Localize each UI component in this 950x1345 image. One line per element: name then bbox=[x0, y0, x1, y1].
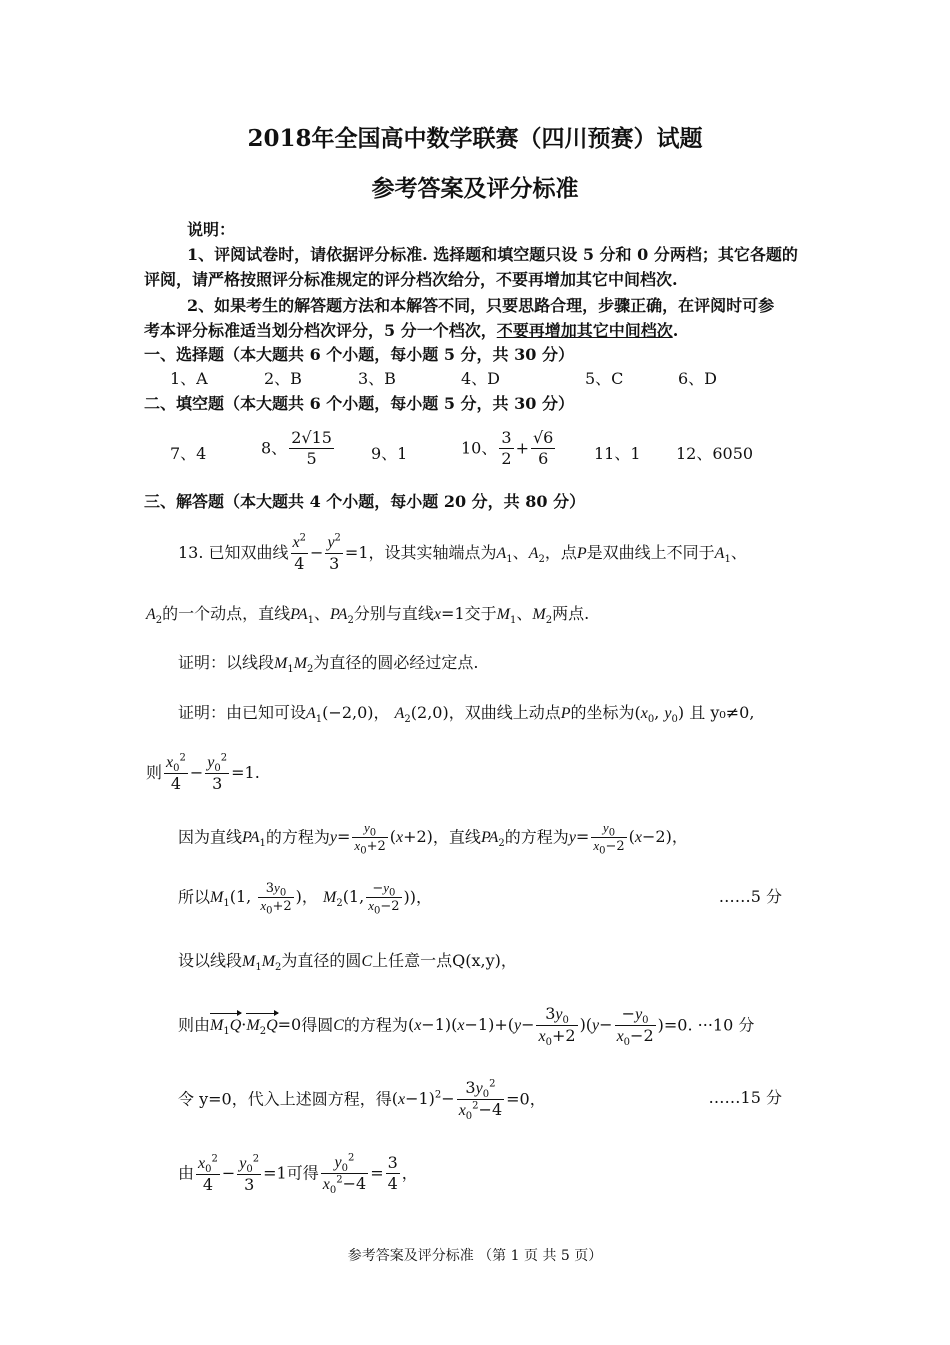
problem-13-line-1: 13. 已知双曲线 $\frac{x^2}{4}$ − $\frac{y^2}{3}$ =1，设其实轴端点为$A_1$、$A_2$，点P是双曲线上不同于$A_1$、 bbox=[178, 532, 747, 573]
page-title: 2018年全国高中数学联赛（四川预赛）试题 bbox=[247, 125, 703, 152]
note-1-line-1: 1、评阅试卷时，请依据评分标准. 选择题和填空题只设 5 分和 0 分两档；其它各题的 bbox=[187, 245, 798, 264]
answer-10: 10、 $\frac{3}{2}$ + $\frac{√6}{6}$ bbox=[461, 428, 554, 468]
proof-line-8: 由 $\frac{x_0^2}{4}$ − $\frac{y_0^2}{3}$ =1可得 $\frac{y_0^2}{x_0^2-4}$ = $\frac{3}{4}$ ， bbox=[178, 1152, 418, 1197]
page-footer: 参考答案及评分标准 （第 1 页 共 5 页） bbox=[347, 1248, 603, 1264]
points-5: ……5 分 bbox=[718, 887, 782, 906]
answer-4: 4、D bbox=[461, 369, 501, 388]
answer-3: 3、B bbox=[358, 369, 396, 388]
proof-line-6: 则由$M_1Q\cdot M_2Q=0$得圆C的方程为(x−1)(x−1)+(y− $\frac{3y_0}{x_0+2}$ )(y− $\frac{-y_0}{x_0-2}$ )=0. ···10 分 bbox=[178, 1004, 755, 1049]
proof-line-2: 则 $\frac{x_0^2}{4}$ − $\frac{y_0^2}{3}$ =1. bbox=[146, 752, 260, 793]
note-2-line-1: 2、如果考生的解答题方法和本解答不同，只要思路合理，步骤正确，在评阅时可参 bbox=[187, 296, 775, 315]
note-1-line-2: 评阅，请严格按照评分标准规定的评分档次给分，不要再增加其它中间档次. bbox=[144, 270, 678, 289]
problem-13-line-2: $A_2$的一个动点，直线$PA_1$、$PA_2$分别与直线x=1交于$M_1$、$M_2$两点. bbox=[146, 604, 590, 627]
proof-line-3: 因为直线$PA_1$的方程为y= $\frac{y_0}{x_0+2}$ (x+2)，直线$PA_2$的方程为y= $\frac{y_0}{x_0-2}$ (x−2)， bbox=[178, 820, 688, 857]
answer-9: 9、1 bbox=[371, 444, 408, 463]
answer-6: 6、D bbox=[678, 369, 718, 388]
section-1-heading: 一、选择题（本大题共 6 个小题，每小题 5 分，共 30 分） bbox=[144, 345, 574, 364]
proof-line-1: 证明：由已知可设$A_1(-2,0)$， $A_2(2,0)$，双曲线上动点P的坐标为($x_0$, $y_0$) 且 y₀≠0, bbox=[178, 703, 755, 726]
answer-5: 5、C bbox=[585, 369, 624, 388]
proof-line-5: 设以线段$M_1M_2$为直径的圆C上任意一点Q(x,y)， bbox=[178, 951, 517, 974]
problem-13-statement: 证明：以线段$M_1M_2$为直径的圆必经过定点. bbox=[178, 653, 479, 676]
answer-12: 12、6050 bbox=[676, 444, 754, 463]
answer-1: 1、A bbox=[170, 369, 208, 388]
notes-heading: 说明： bbox=[187, 220, 236, 239]
note-2-line-2: 考本评分标准适当划分档次评分，5 分一个档次，不要再增加其它中间档次. bbox=[144, 321, 679, 340]
answer-2: 2、B bbox=[264, 369, 302, 388]
proof-line-4: 所以$M_1(1$, $\frac{3y_0}{x_0+2}$ )， $M_2(1$, $\frac{-y_0}{x_0-2}$ ))， bbox=[178, 880, 433, 917]
proof-line-7: 令 y=0，代入上述圆方程，得$(x-1)^2-$ $\frac{3y_0^2}{x_0^2-4}$ =0， bbox=[178, 1078, 546, 1123]
answer-11: 11、1 bbox=[594, 444, 641, 463]
page-subtitle: 参考答案及评分标准 bbox=[371, 175, 579, 202]
points-15: ……15 分 bbox=[708, 1088, 782, 1107]
answer-8: 8、 $\frac{2√15}{5}$ bbox=[261, 428, 332, 468]
answer-7: 7、4 bbox=[170, 444, 207, 463]
section-3-heading: 三、解答题（本大题共 4 个小题，每小题 20 分，共 80 分） bbox=[144, 492, 586, 511]
section-2-heading: 二、填空题（本大题共 6 个小题，每小题 5 分，共 30 分） bbox=[144, 394, 574, 413]
